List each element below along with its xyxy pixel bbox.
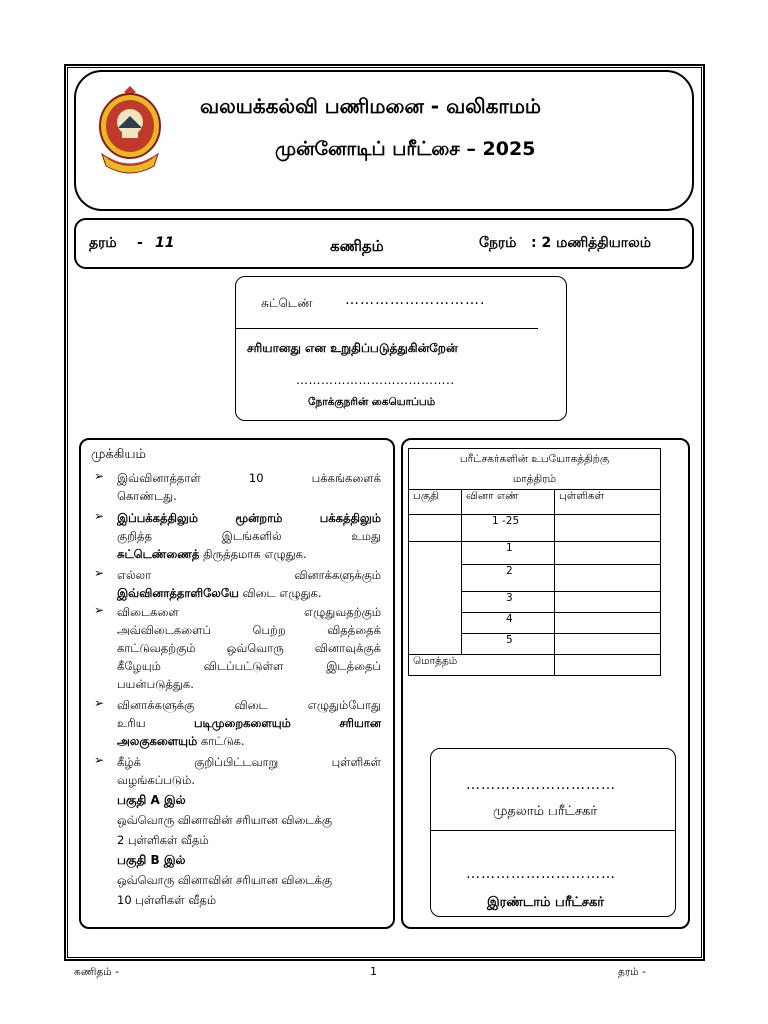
list-item: கீழ்க் குறிப்பிட்டவாறு புள்ளிகள் [117, 755, 381, 769]
total-row [409, 655, 661, 676]
signature-field[interactable]: ……………………………….. [296, 373, 455, 387]
table-row [409, 542, 661, 565]
grade-separator: - [137, 235, 143, 251]
list-item: இவ்வினாத்தாள் 10 பக்கங்களைக் [117, 471, 381, 485]
question-cell: 1 [462, 542, 555, 565]
header-cell: புள்ளிகள் [555, 490, 661, 515]
crest-logo-icon [88, 82, 172, 182]
grade-value: 11 [155, 235, 175, 251]
table-cell [409, 515, 462, 542]
header-title: வலயக்கல்வி பணிமனை - வலிகாமம் [200, 94, 542, 118]
marks-cell[interactable] [555, 565, 661, 592]
subject-title: கணிதம் [330, 237, 384, 255]
question-cell: 3 [462, 592, 555, 613]
question-cell: 2 [462, 565, 555, 592]
marks-cell[interactable] [555, 634, 661, 655]
list-item: விடைகளை எழுதுவதற்கும் [117, 605, 381, 619]
signature-label: நோக்குநரின் கையொப்பம் [308, 396, 436, 408]
list-item-text: உரிய படிமுறைகளையும் சரியான [117, 716, 381, 730]
list-item-text: அலகுகளையும் காட்டுக. [117, 734, 245, 748]
page-number: 1 [370, 965, 377, 978]
examiner-divider [430, 830, 676, 831]
first-examiner-signature-field[interactable]: ………………………… [466, 777, 616, 793]
part-b-marks: 10 புள்ளிகள் வீதம் [117, 893, 217, 907]
list-item: எல்லா வினாக்களுக்கும் [117, 568, 381, 582]
question-cell: 1 -25 [462, 515, 555, 542]
list-item: வினாக்களுக்கு விடை எழுதும்போது [117, 698, 381, 712]
list-item-text: குறித்த இடங்களில் உமது [117, 529, 381, 543]
list-item-text: சுட்டெண்ணைத் திருத்தமாக எழுதுக. [117, 547, 307, 561]
header-subtitle: முன்னோடிப் பரீட்சை – 2025 [275, 138, 536, 160]
index-number-label: சுட்டெண் [261, 296, 313, 310]
total-label: மொத்தம் [409, 655, 555, 676]
table-row [409, 515, 661, 542]
list-item-text: காட்டுவதற்கும் ஒவ்வொரு வினாவுக்குக் [117, 641, 381, 655]
footer-subject: கணிதம் - [74, 966, 119, 978]
part-a-label: பகுதி A இல் [117, 793, 186, 807]
list-item-text: கொண்டது. [117, 489, 177, 503]
marks-cell[interactable] [555, 515, 661, 542]
arrow-bullet-icon: ➢ [94, 753, 105, 767]
part-b-label: பகுதி B இல் [117, 853, 186, 867]
arrow-bullet-icon: ➢ [94, 509, 105, 523]
table-header-row [409, 490, 661, 515]
total-marks-cell[interactable] [555, 655, 661, 676]
marks-cell[interactable] [555, 542, 661, 565]
list-item-text: அவ்விடைகளைப் பெற்ற விதத்தைக் [117, 623, 381, 637]
arrow-bullet-icon: ➢ [94, 696, 105, 710]
marks-cell[interactable] [555, 592, 661, 613]
list-item-text: இவ்வினாத்தாளிலேயே விடை எழுதுக. [117, 586, 322, 600]
index-divider [235, 328, 538, 329]
header-cell: வினா எண் [462, 490, 555, 515]
table-title: பரீட்சகர்களின் உபயோகத்திற்கு மாத்திரம் [409, 449, 661, 490]
confirm-text: சரியானது என உறுதிப்படுத்துகின்றேன் [247, 341, 458, 355]
marks-table [408, 448, 661, 676]
part-b-cell [409, 542, 462, 655]
marks-cell[interactable] [555, 613, 661, 634]
arrow-bullet-icon: ➢ [94, 566, 105, 580]
second-examiner-label: இரண்டாம் பரீட்சகர் [487, 895, 605, 910]
part-b-text: ஒவ்வொரு வினாவின் சரியான விடைக்கு [117, 873, 333, 887]
table-row [409, 449, 661, 490]
first-examiner-label: முதலாம் பரீட்சகர் [493, 804, 598, 819]
part-a-text: ஒவ்வொரு வினாவின் சரியான விடைக்கு [117, 813, 333, 827]
question-cell: 5 [462, 634, 555, 655]
question-cell: 4 [462, 613, 555, 634]
time-value: : 2 மணித்தியாலம் [531, 235, 651, 251]
list-item: இப்பக்கத்திலும் மூன்றாம் பக்கத்திலும் [117, 511, 381, 525]
footer-grade: தரம் - [618, 966, 646, 978]
arrow-bullet-icon: ➢ [94, 603, 105, 617]
list-item-text: கீழேயும் விடப்பட்டுள்ள இடத்தைப் [117, 659, 381, 673]
examiner-signature-box [430, 748, 676, 917]
part-a-marks: 2 புள்ளிகள் வீதம் [117, 833, 209, 847]
list-item-text: பயன்படுத்துக. [117, 677, 194, 691]
second-examiner-signature-field[interactable]: ………………………… [466, 866, 616, 882]
header-cell: பகுதி [409, 490, 462, 515]
time-label: நேரம் [479, 235, 517, 251]
instructions-heading: முக்கியம் [91, 447, 147, 462]
index-number-field[interactable]: ………………………. [345, 292, 486, 308]
arrow-bullet-icon: ➢ [94, 469, 105, 483]
list-item-text: வழங்கப்படும். [117, 773, 195, 787]
grade-label: தரம் [89, 235, 117, 251]
